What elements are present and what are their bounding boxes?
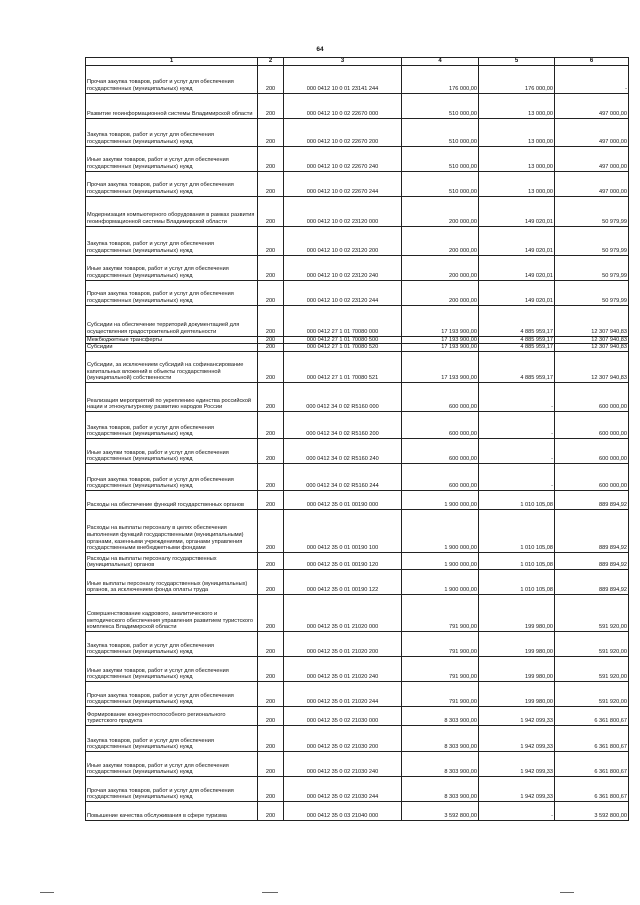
row-code-cell: 200 — [258, 594, 284, 631]
row-code-cell: 200 — [258, 146, 284, 171]
row-plan-cell: 600 000,00 — [402, 463, 479, 490]
row-name-cell: Иные выплаты персоналу государственных (муниципальных) органов, за исключением фонда оплаты труда — [86, 569, 258, 594]
row-article-cell: 000 0412 34 0 02 R5160 200 — [284, 411, 402, 438]
row-fact-cell: 13 000,00 — [479, 171, 555, 196]
row-code-cell: 200 — [258, 490, 284, 509]
row-fact-cell: 199 980,00 — [479, 681, 555, 706]
row-plan-cell: 8 303 900,00 — [402, 706, 479, 725]
row-plan-cell: 17 193 900,00 — [402, 336, 479, 344]
row-article-cell: 000 0412 27 1 01 70080 500 — [284, 336, 402, 344]
row-code-cell: 200 — [258, 706, 284, 725]
scan-mark — [262, 892, 278, 893]
row-fact-cell: - — [479, 463, 555, 490]
row-article-cell: 000 0412 35 0 02 21030 000 — [284, 706, 402, 725]
header-cell: 5 — [479, 58, 555, 66]
row-fact-cell: 1 942 099,33 — [479, 776, 555, 801]
row-rest-cell: 497 000,00 — [555, 146, 629, 171]
row-plan-cell: 3 592 800,00 — [402, 801, 479, 820]
table-row — [86, 382, 629, 411]
row-plan-cell: 1 900 000,00 — [402, 490, 479, 509]
table-row — [86, 776, 629, 801]
row-plan-cell: 8 303 900,00 — [402, 776, 479, 801]
row-name-cell: Закупка товаров, работ и услуг для обеспечения государственных (муниципальных) нужд — [86, 226, 258, 255]
row-name-cell: Межбюджетные трансферты — [86, 336, 258, 344]
table-row — [86, 801, 629, 820]
row-rest-cell: 889 894,92 — [555, 569, 629, 594]
row-plan-cell: 600 000,00 — [402, 411, 479, 438]
row-name-cell: Реализация мероприятий по укреплению единства российской нации и этнокультурному развитию народов России — [86, 382, 258, 411]
row-code-cell: 200 — [258, 681, 284, 706]
row-code-cell: 200 — [258, 382, 284, 411]
row-code-cell: 200 — [258, 411, 284, 438]
header-cell: 3 — [284, 58, 402, 66]
row-rest-cell: 12 307 940,83 — [555, 351, 629, 382]
row-fact-cell: 13 000,00 — [479, 146, 555, 171]
row-article-cell: 000 0412 27 1 01 70080 521 — [284, 351, 402, 382]
row-code-cell: 200 — [258, 463, 284, 490]
row-code-cell: 200 — [258, 171, 284, 196]
row-name-cell: Расходы на обеспечение функций государственных органов — [86, 490, 258, 509]
row-rest-cell: 12 307 940,83 — [555, 305, 629, 336]
table-row — [86, 706, 629, 725]
row-name-cell: Иные закупки товаров, работ и услуг для обеспечения государственных (муниципальных) нужд — [86, 438, 258, 463]
row-name-cell: Повышение качества обслуживания в сфере туризма — [86, 801, 258, 820]
row-plan-cell: 791 900,00 — [402, 631, 479, 656]
row-article-cell: 000 0412 35 0 01 00190 000 — [284, 490, 402, 509]
row-name-cell: Расходы на выплаты персоналу в целях обеспечения выполнения функций государственными (муниципальными) органами, казенными учреждениями, органами управления государственными внебюджетными фондами — [86, 509, 258, 552]
row-name-cell: Прочая закупка товаров, работ и услуг для обеспечения государственных (муниципальных) нужд — [86, 776, 258, 801]
row-rest-cell: 50 979,99 — [555, 280, 629, 305]
row-rest-cell: 591 920,00 — [555, 594, 629, 631]
row-fact-cell: - — [479, 438, 555, 463]
table-row — [86, 463, 629, 490]
row-plan-cell: 200 000,00 — [402, 280, 479, 305]
row-plan-cell: 600 000,00 — [402, 438, 479, 463]
row-code-cell: 200 — [258, 801, 284, 820]
row-article-cell: 000 0412 35 0 02 21030 244 — [284, 776, 402, 801]
row-name-cell: Субсидии, за исключением субсидий на софинансирование капитальных вложений в объекты государственной (муниципальной) собственности — [86, 351, 258, 382]
row-code-cell: 200 — [258, 255, 284, 280]
row-fact-cell: - — [479, 382, 555, 411]
row-article-cell: 000 0412 35 0 01 21020 244 — [284, 681, 402, 706]
row-article-cell: 000 0412 10 0 02 22670 200 — [284, 118, 402, 146]
row-name-cell: Субсидии на обеспечение территорий документацией для осуществления градостроительной деятельности — [86, 305, 258, 336]
row-name-cell: Прочая закупка товаров, работ и услуг для обеспечения государственных (муниципальных) нужд — [86, 681, 258, 706]
row-code-cell: 200 — [258, 93, 284, 118]
row-article-cell: 000 0412 27 1 01 70080 000 — [284, 305, 402, 336]
row-fact-cell: 13 000,00 — [479, 93, 555, 118]
row-plan-cell: 791 900,00 — [402, 656, 479, 681]
row-code-cell: 200 — [258, 305, 284, 336]
row-plan-cell: 200 000,00 — [402, 255, 479, 280]
row-article-cell: 000 0412 35 0 01 00190 100 — [284, 509, 402, 552]
row-plan-cell: 17 193 900,00 — [402, 344, 479, 352]
row-name-cell: Иные закупки товаров, работ и услуг для обеспечения государственных (муниципальных) нужд — [86, 751, 258, 776]
row-fact-cell: 199 980,00 — [479, 656, 555, 681]
row-article-cell: 000 0412 35 0 03 21040 000 — [284, 801, 402, 820]
row-article-cell: 000 0412 35 0 02 21030 200 — [284, 725, 402, 751]
header-row — [86, 58, 629, 66]
row-plan-cell: 1 900 000,00 — [402, 552, 479, 569]
table-row — [86, 656, 629, 681]
row-name-cell: Закупка товаров, работ и услуг для обеспечения государственных (муниципальных) нужд — [86, 725, 258, 751]
row-fact-cell: 149 020,01 — [479, 255, 555, 280]
row-code-cell: 200 — [258, 631, 284, 656]
table-row — [86, 751, 629, 776]
row-code-cell: 200 — [258, 118, 284, 146]
table-row — [86, 336, 629, 344]
page-number: 64 — [316, 46, 324, 53]
row-plan-cell: 510 000,00 — [402, 118, 479, 146]
table-row — [86, 631, 629, 656]
row-code-cell: 200 — [258, 65, 284, 93]
row-name-cell: Закупка товаров, работ и услуг для обеспечения государственных (муниципальных) нужд — [86, 631, 258, 656]
row-article-cell: 000 0412 10 0 02 23120 000 — [284, 196, 402, 226]
scan-mark — [560, 892, 574, 893]
row-article-cell: 000 0412 35 0 01 21020 000 — [284, 594, 402, 631]
table-row — [86, 171, 629, 196]
row-code-cell: 200 — [258, 509, 284, 552]
row-rest-cell: 889 894,92 — [555, 552, 629, 569]
table-row — [86, 351, 629, 382]
row-code-cell: 200 — [258, 569, 284, 594]
row-code-cell: 200 — [258, 725, 284, 751]
row-name-cell: Модернизация компьютерного оборудования в рамках развития геоинформационной системы Владимирской области — [86, 196, 258, 226]
table-row — [86, 681, 629, 706]
table-row — [86, 594, 629, 631]
row-rest-cell: 50 979,99 — [555, 196, 629, 226]
row-code-cell: 200 — [258, 344, 284, 352]
row-rest-cell: 6 361 800,67 — [555, 725, 629, 751]
table-row — [86, 305, 629, 336]
row-fact-cell: 13 000,00 — [479, 118, 555, 146]
table-row — [86, 65, 629, 93]
row-plan-cell: 791 900,00 — [402, 594, 479, 631]
row-code-cell: 200 — [258, 656, 284, 681]
row-name-cell: Иные закупки товаров, работ и услуг для обеспечения государственных (муниципальных) нужд — [86, 255, 258, 280]
row-name-cell: Формирование конкурентоспособного регионального туристского продукта — [86, 706, 258, 725]
row-fact-cell: 149 020,01 — [479, 226, 555, 255]
row-fact-cell: 199 980,00 — [479, 594, 555, 631]
row-rest-cell: 6 361 800,67 — [555, 706, 629, 725]
table-row — [86, 344, 629, 352]
header-cell: 4 — [402, 58, 479, 66]
row-article-cell: 000 0412 10 0 02 22670 244 — [284, 171, 402, 196]
row-plan-cell: 1 900 000,00 — [402, 509, 479, 552]
row-rest-cell: 600 000,00 — [555, 463, 629, 490]
row-plan-cell: 8 303 900,00 — [402, 725, 479, 751]
row-article-cell: 000 0412 10 0 02 22670 240 — [284, 146, 402, 171]
row-plan-cell: 17 193 900,00 — [402, 351, 479, 382]
row-article-cell: 000 0412 35 0 02 21030 240 — [284, 751, 402, 776]
row-plan-cell: 510 000,00 — [402, 93, 479, 118]
row-rest-cell: 497 000,00 — [555, 118, 629, 146]
row-plan-cell: 791 900,00 — [402, 681, 479, 706]
row-rest-cell: 50 979,99 — [555, 226, 629, 255]
row-fact-cell: 1 010 105,08 — [479, 552, 555, 569]
row-article-cell: 000 0412 27 1 01 70080 520 — [284, 344, 402, 352]
table-row — [86, 490, 629, 509]
header-cell: 2 — [258, 58, 284, 66]
row-article-cell: 000 0412 35 0 01 21020 240 — [284, 656, 402, 681]
row-name-cell: Закупка товаров, работ и услуг для обеспечения государственных (муниципальных) нужд — [86, 118, 258, 146]
row-rest-cell: 591 920,00 — [555, 681, 629, 706]
row-fact-cell: 1 942 099,33 — [479, 706, 555, 725]
row-plan-cell: 510 000,00 — [402, 171, 479, 196]
row-name-cell: Прочая закупка товаров, работ и услуг для обеспечения государственных (муниципальных) нужд — [86, 463, 258, 490]
row-name-cell: Развитие геоинформационной системы Владимирской области — [86, 93, 258, 118]
row-rest-cell: 591 920,00 — [555, 656, 629, 681]
row-name-cell: Прочая закупка товаров, работ и услуг для обеспечения государственных (муниципальных) нужд — [86, 171, 258, 196]
row-code-cell: 200 — [258, 776, 284, 801]
table-body — [86, 65, 629, 820]
row-article-cell: 000 0412 35 0 01 00190 120 — [284, 552, 402, 569]
row-rest-cell: 3 592 800,00 — [555, 801, 629, 820]
scan-mark — [40, 892, 54, 893]
table-row — [86, 280, 629, 305]
row-rest-cell: 600 000,00 — [555, 411, 629, 438]
row-code-cell: 200 — [258, 196, 284, 226]
row-fact-cell: 4 885 959,17 — [479, 336, 555, 344]
row-name-cell: Субсидии — [86, 344, 258, 352]
table-row — [86, 226, 629, 255]
row-rest-cell: 6 361 800,67 — [555, 751, 629, 776]
row-fact-cell: 199 980,00 — [479, 631, 555, 656]
row-rest-cell: 50 979,99 — [555, 255, 629, 280]
row-fact-cell: 4 885 959,17 — [479, 351, 555, 382]
row-rest-cell: 600 000,00 — [555, 438, 629, 463]
row-plan-cell: 200 000,00 — [402, 226, 479, 255]
row-article-cell: 000 0412 34 0 02 R5160 244 — [284, 463, 402, 490]
row-name-cell: Иные закупки товаров, работ и услуг для обеспечения государственных (муниципальных) нужд — [86, 656, 258, 681]
row-article-cell: 000 0412 10 0 01 23141 244 — [284, 65, 402, 93]
row-rest-cell: 12 307 940,83 — [555, 336, 629, 344]
row-rest-cell: 6 361 800,67 — [555, 776, 629, 801]
row-name-cell: Иные закупки товаров, работ и услуг для обеспечения государственных (муниципальных) нужд — [86, 146, 258, 171]
row-fact-cell: 1 010 105,08 — [479, 490, 555, 509]
table-row — [86, 93, 629, 118]
budget-table — [85, 57, 629, 821]
row-rest-cell: - — [555, 65, 629, 93]
row-article-cell: 000 0412 10 0 02 23120 240 — [284, 255, 402, 280]
row-name-cell: Прочая закупка товаров, работ и услуг для обеспечения государственных (муниципальных) нужд — [86, 280, 258, 305]
row-code-cell: 200 — [258, 351, 284, 382]
row-plan-cell: 8 303 900,00 — [402, 751, 479, 776]
row-fact-cell: 4 885 959,17 — [479, 305, 555, 336]
row-rest-cell: 497 000,00 — [555, 93, 629, 118]
row-name-cell: Прочая закупка товаров, работ и услуг для обеспечения государственных (муниципальных) нужд — [86, 65, 258, 93]
row-article-cell: 000 0412 35 0 01 00190 122 — [284, 569, 402, 594]
row-code-cell: 200 — [258, 751, 284, 776]
row-plan-cell: 17 193 900,00 — [402, 305, 479, 336]
table-row — [86, 146, 629, 171]
row-article-cell: 000 0412 34 0 02 R5160 240 — [284, 438, 402, 463]
row-article-cell: 000 0412 34 0 02 R5160 000 — [284, 382, 402, 411]
header-cell: 1 — [86, 58, 258, 66]
row-code-cell: 200 — [258, 226, 284, 255]
table-row — [86, 552, 629, 569]
table-row — [86, 509, 629, 552]
row-fact-cell: - — [479, 801, 555, 820]
row-fact-cell: 4 885 959,17 — [479, 344, 555, 352]
row-name-cell: Расходы на выплаты персоналу государственных (муниципальных) органов — [86, 552, 258, 569]
row-fact-cell: - — [479, 411, 555, 438]
row-name-cell: Закупка товаров, работ и услуг для обеспечения государственных (муниципальных) нужд — [86, 411, 258, 438]
header-cell: 6 — [555, 58, 629, 66]
row-plan-cell: 510 000,00 — [402, 146, 479, 171]
row-rest-cell: 889 894,92 — [555, 509, 629, 552]
row-plan-cell: 600 000,00 — [402, 382, 479, 411]
table-row — [86, 411, 629, 438]
table-row — [86, 569, 629, 594]
row-plan-cell: 200 000,00 — [402, 196, 479, 226]
row-code-cell: 200 — [258, 336, 284, 344]
row-rest-cell: 497 000,00 — [555, 171, 629, 196]
scan-marks — [0, 892, 640, 900]
row-code-cell: 200 — [258, 552, 284, 569]
row-fact-cell: 1 010 105,08 — [479, 569, 555, 594]
row-fact-cell: 1 010 105,08 — [479, 509, 555, 552]
row-rest-cell: 591 920,00 — [555, 631, 629, 656]
row-fact-cell: 176 000,00 — [479, 65, 555, 93]
row-plan-cell: 176 000,00 — [402, 65, 479, 93]
row-rest-cell: 889 894,92 — [555, 490, 629, 509]
row-fact-cell: 1 942 099,33 — [479, 725, 555, 751]
row-plan-cell: 1 900 000,00 — [402, 569, 479, 594]
row-fact-cell: 149 020,01 — [479, 280, 555, 305]
row-code-cell: 200 — [258, 438, 284, 463]
row-article-cell: 000 0412 35 0 01 21020 200 — [284, 631, 402, 656]
row-article-cell: 000 0412 10 0 02 23120 200 — [284, 226, 402, 255]
table-row — [86, 725, 629, 751]
row-code-cell: 200 — [258, 280, 284, 305]
row-rest-cell: 12 307 940,83 — [555, 344, 629, 352]
row-article-cell: 000 0412 10 0 02 23120 244 — [284, 280, 402, 305]
table-row — [86, 255, 629, 280]
table-row — [86, 118, 629, 146]
table-row — [86, 196, 629, 226]
row-fact-cell: 149 020,01 — [479, 196, 555, 226]
table-row — [86, 438, 629, 463]
row-name-cell: Совершенствование кадрового, аналитического и методического обеспечения управления развитием туристского комплекса Владимирской области — [86, 594, 258, 631]
row-article-cell: 000 0412 10 0 02 22670 000 — [284, 93, 402, 118]
row-fact-cell: 1 942 099,33 — [479, 751, 555, 776]
row-rest-cell: 600 000,00 — [555, 382, 629, 411]
